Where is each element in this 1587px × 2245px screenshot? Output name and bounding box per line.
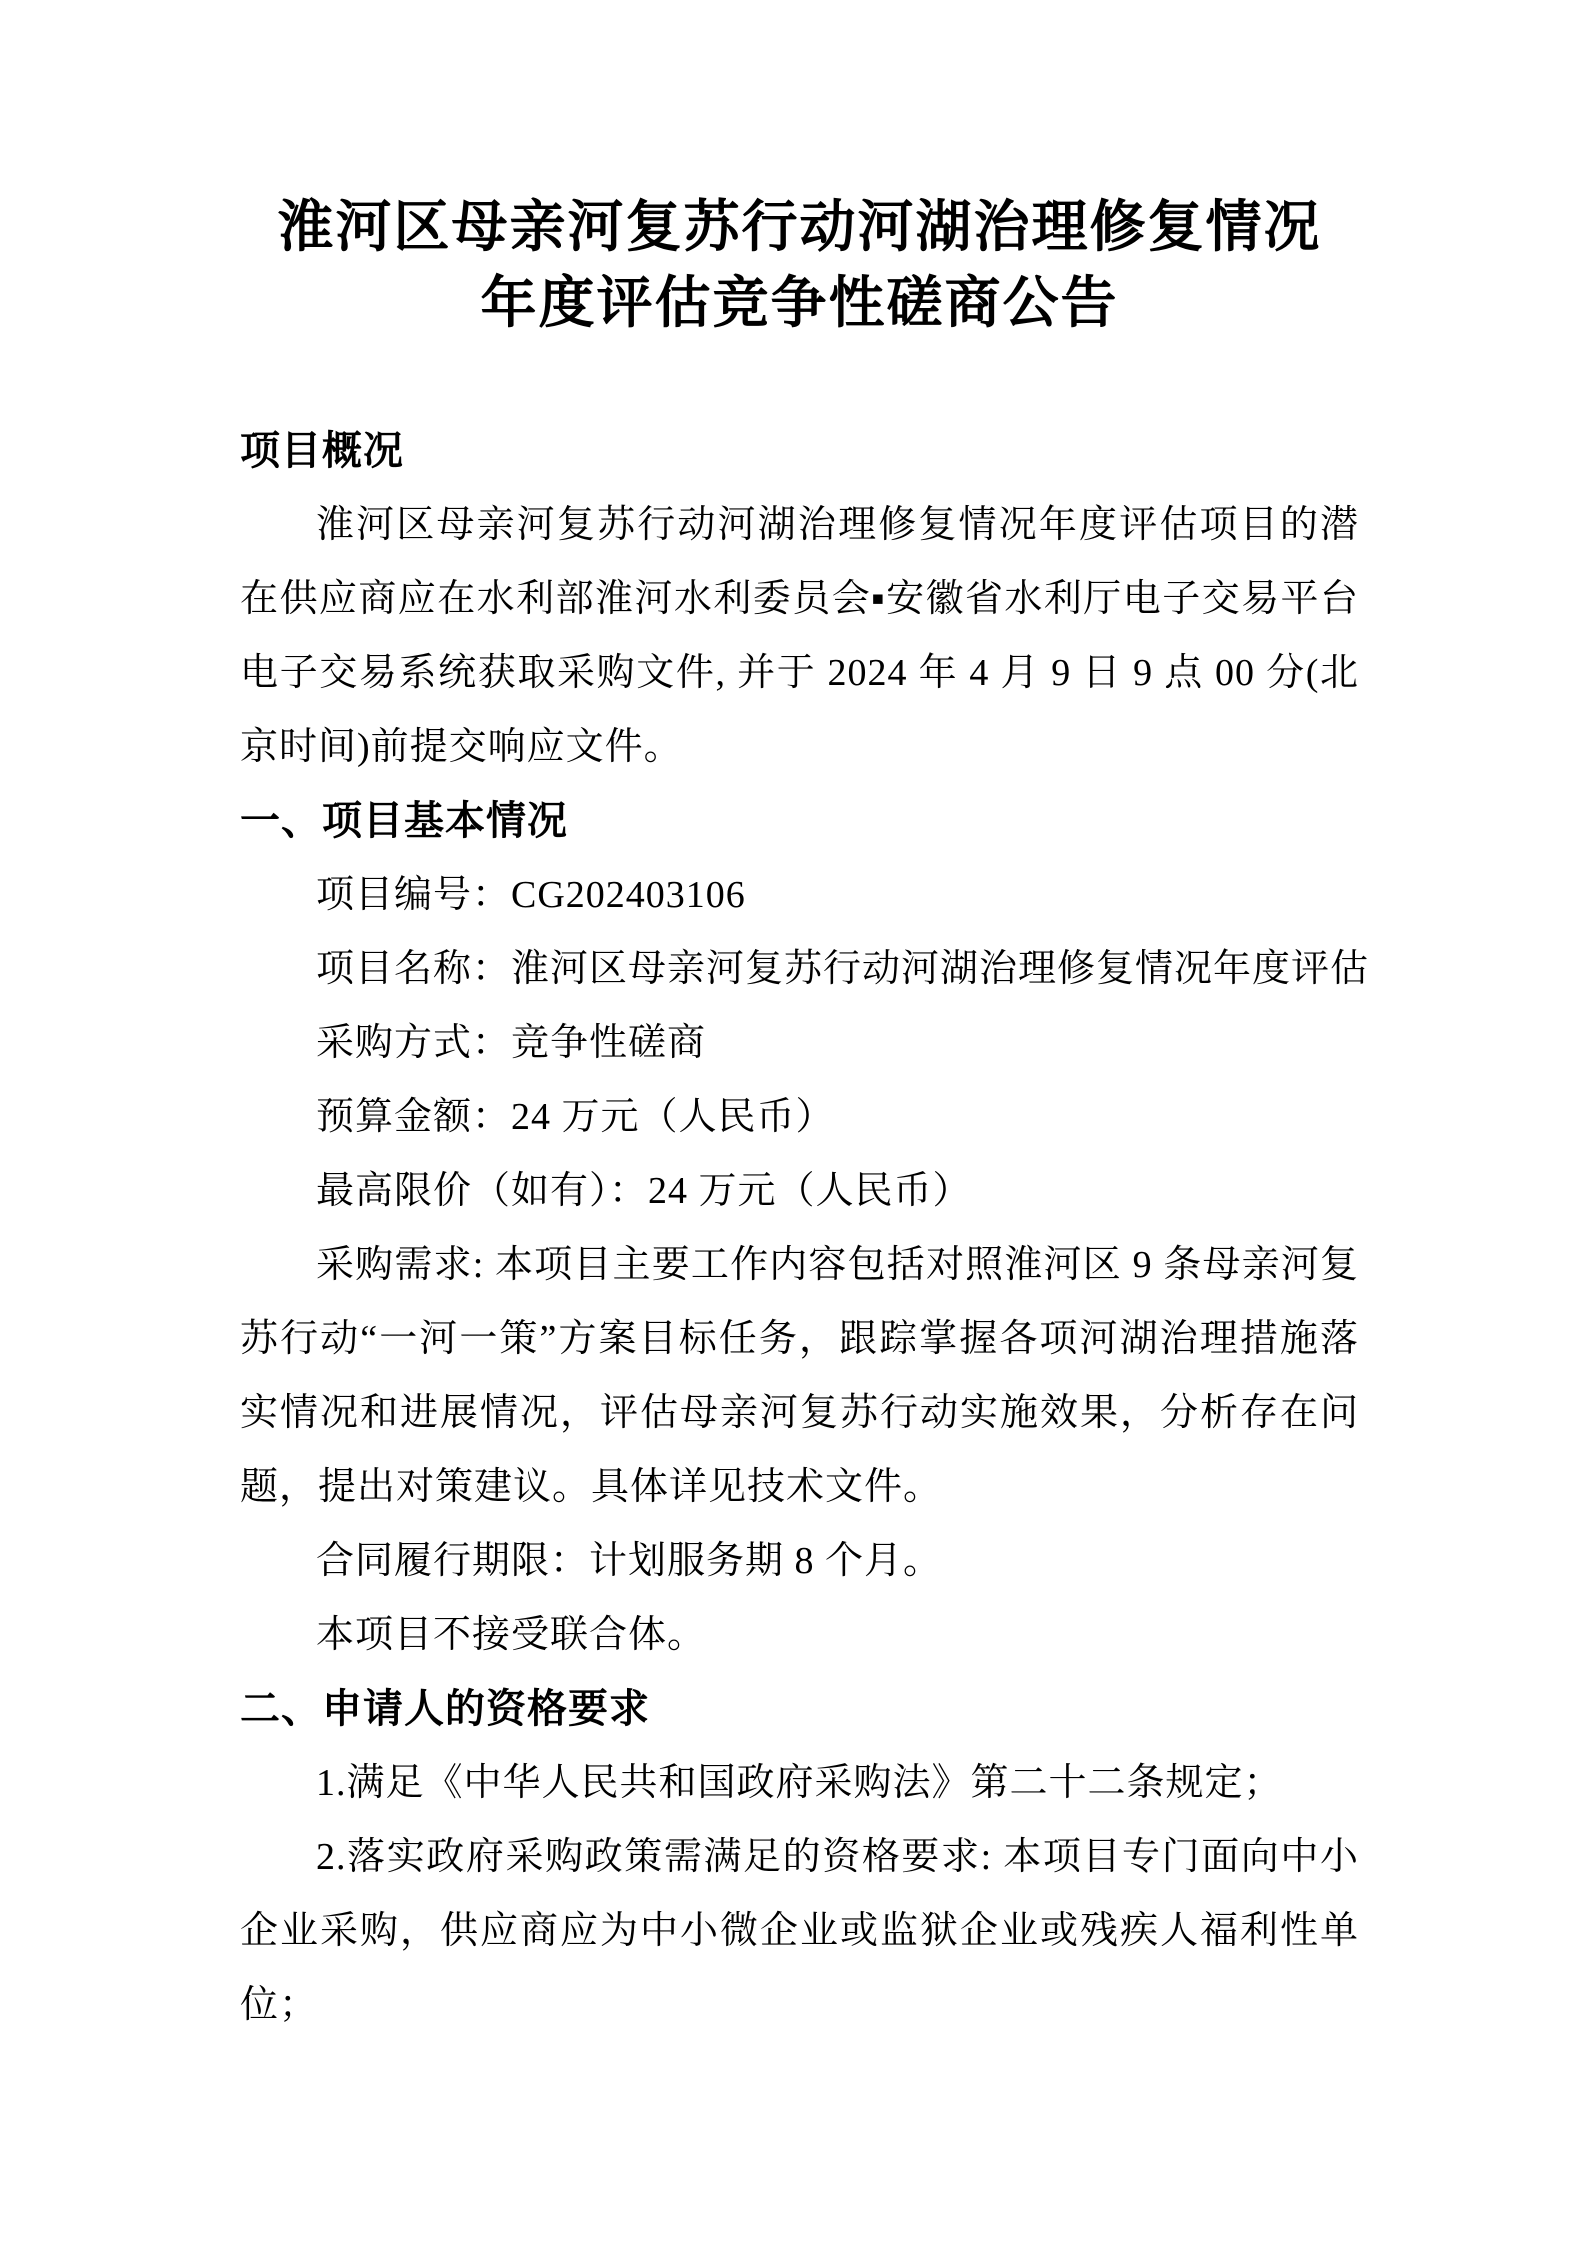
document-title-line1: 淮河区母亲河复苏行动河湖治理修复情况	[277, 197, 1322, 259]
field-budget-amount-label: 预算金额：	[316, 1096, 512, 1138]
section-qualification-heading: 二、申请人的资格要求	[240, 1687, 650, 1731]
field-project-name	[240, 932, 1370, 1006]
overview-heading: 项目概况	[240, 429, 404, 473]
field-project-name-label: 项目名称：	[316, 948, 512, 990]
field-budget-amount	[240, 1080, 1359, 1154]
field-procurement-method-value: 竞争性磋商	[511, 1022, 707, 1064]
overview-paragraph: 淮河区母亲河复苏行动河湖治理修复情况年度评估项目的潜在供应商应在水利部淮河水利委员会▪安徽省水利厅电子交易平台电子交易系统获取采购文件, 并于 2024 年 4 月 9 日 9 点 00 分(北京时间)前提交响应文件。	[240, 504, 1359, 768]
field-procurement-method	[240, 1006, 1359, 1080]
document-title-line2: 年度评估竞争性磋商公告	[480, 273, 1119, 335]
no-consortium-line: 本项目不接受联合体。	[316, 1614, 707, 1656]
field-project-number-label: 项目编号：	[316, 874, 512, 916]
field-project-number	[240, 858, 1359, 932]
field-project-name-value: 淮河区母亲河复苏行动河湖治理修复情况年度评估	[511, 948, 1370, 990]
field-project-number-value: CG202403106	[511, 874, 746, 916]
field-procurement-method-label: 采购方式：	[316, 1022, 512, 1064]
contract-period-line: 合同履行期限：计划服务期 8 个月。	[316, 1540, 943, 1582]
field-max-price	[240, 1154, 1359, 1228]
procurement-demand-paragraph: 采购需求: 本项目主要工作内容包括对照淮河区 9 条母亲河复苏行动“一河一策”方案目标任务，跟踪掌握各项河湖治理措施落实情况和进展情况，评估母亲河复苏行动实施效果，分析存在问题，提出对策建议。具体详见技术文件。	[240, 1244, 1359, 1508]
field-budget-amount-value: 24 万元（人民币）	[511, 1096, 835, 1138]
qualification-item-2: 2.落实政府采购政策需满足的资格要求: 本项目专门面向中小企业采购，供应商应为中小微企业或监狱企业或残疾人福利性单位；	[240, 1836, 1359, 2026]
section-basic-heading: 一、项目基本情况	[240, 799, 568, 843]
field-max-price-label: 最高限价（如有）：	[316, 1170, 649, 1212]
document-title	[240, 190, 1359, 342]
qualification-item-1: 1.满足《中华人民共和国政府采购法》第二十二条规定；	[316, 1762, 1283, 1804]
field-max-price-value: 24 万元（人民币）	[648, 1170, 972, 1212]
